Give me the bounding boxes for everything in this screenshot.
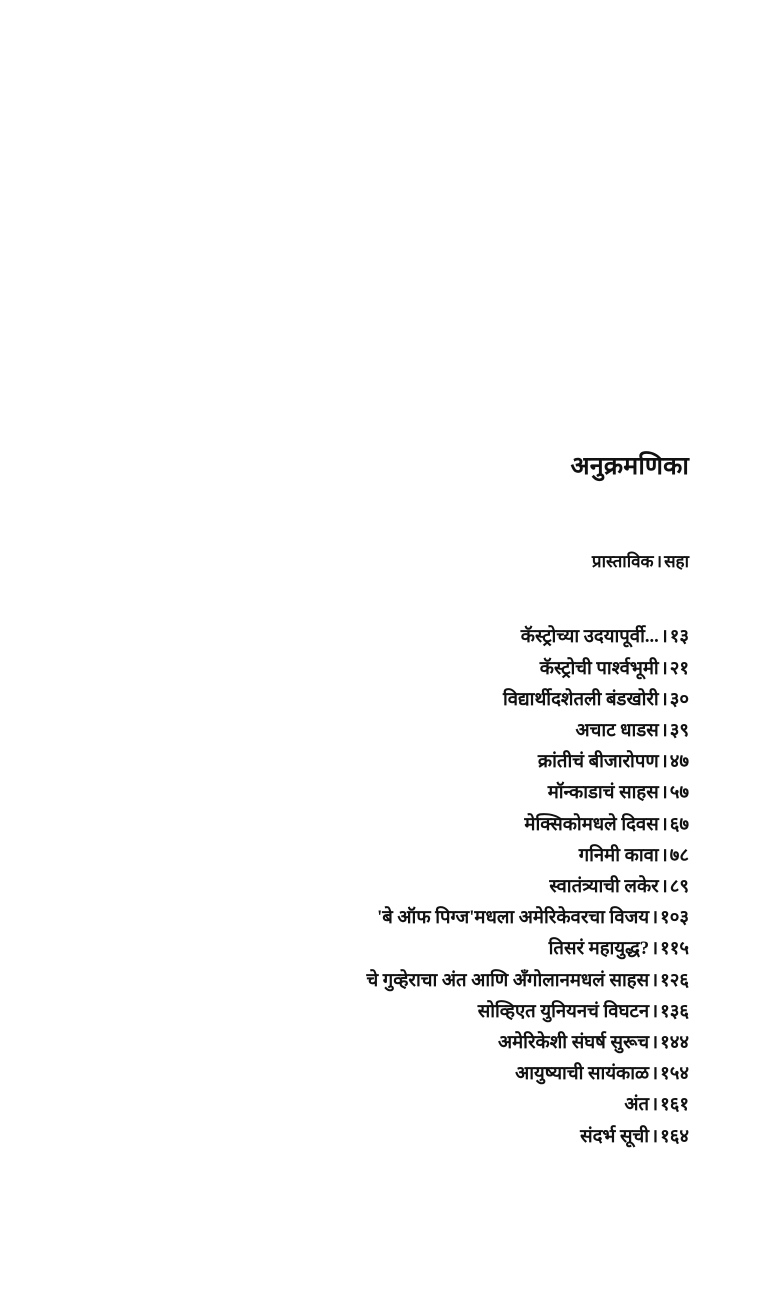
toc-entry-label: 'बे ऑफ पिग्ज'मधला अमेरिकेवरचा विजय xyxy=(377,908,650,929)
toc-entry-separator: । xyxy=(651,1033,659,1054)
toc-entry-separator: । xyxy=(651,1126,659,1147)
toc-entry-page-number: ७८ xyxy=(669,845,689,866)
toc-entry[interactable] xyxy=(0,1090,689,1121)
toc-entry-page-number: ३० xyxy=(669,689,689,710)
toc-entry-separator: । xyxy=(651,939,659,960)
toc-entry[interactable] xyxy=(0,903,689,934)
toc-entry-page-number: ६७ xyxy=(669,814,689,835)
toc-entry-label: विद्यार्थीदशेतली बंडखोरी xyxy=(502,689,659,710)
toc-entry-separator: । xyxy=(660,752,668,773)
toc-entry[interactable] xyxy=(0,1028,689,1059)
toc-entry[interactable] xyxy=(0,810,689,841)
toc-entry-page-number: ४७ xyxy=(669,752,689,773)
toc-entry-page-number: ८९ xyxy=(669,877,689,898)
toc-entry-separator: । xyxy=(660,721,668,741)
toc-entry[interactable] xyxy=(0,966,689,997)
toc-entry-page-number: ५७ xyxy=(669,783,689,804)
preface-label: प्रास्ताविक xyxy=(591,552,654,571)
toc-entry-label: आयुष्याची सायंकाळ xyxy=(515,1064,650,1085)
toc-entry-page-number: ३९ xyxy=(669,721,689,741)
toc-entry-label: क्रांतीचं बीजारोपण xyxy=(537,752,659,773)
toc-entry-label: तिसरं महायुद्ध? xyxy=(548,939,650,960)
toc-entry-separator: । xyxy=(651,908,659,929)
toc-entry[interactable] xyxy=(0,1059,689,1090)
toc-entry-page-number: १६१ xyxy=(660,1095,689,1116)
toc-entry-separator: । xyxy=(660,845,668,866)
toc-entry[interactable] xyxy=(0,685,689,716)
toc-entry-label: मॉन्काडाचं साहस xyxy=(547,783,659,804)
toc-entry-label: अचाट धाडस xyxy=(575,721,659,741)
toc-entry-page-number: ११५ xyxy=(660,939,689,960)
toc-entry-separator: । xyxy=(660,689,668,710)
preface-entry xyxy=(0,552,689,572)
preface-separator: । xyxy=(655,552,663,571)
toc-entry[interactable] xyxy=(0,622,689,653)
toc-entry-label: चे गुव्हेराचा अंत आणि अँगोलानमधलं साहस xyxy=(366,970,650,991)
toc-entry-separator: । xyxy=(660,783,668,804)
toc-entry-label: गनिमी कावा xyxy=(578,845,659,866)
toc-entry-separator: । xyxy=(660,877,668,898)
toc-entry-page-number: १५४ xyxy=(660,1064,689,1085)
toc-entry-label: स्वातंत्र्याची लकेर xyxy=(549,877,659,898)
toc-entry-separator: । xyxy=(660,658,668,679)
preface-page-number: सहा xyxy=(664,552,689,571)
toc-entry-label: सोव्हिएत युनियनचं विघटन xyxy=(477,1001,650,1022)
toc-entry-separator: । xyxy=(651,1001,659,1022)
toc-entry-page-number: १६४ xyxy=(660,1126,689,1147)
toc-entry-separator: । xyxy=(651,1064,659,1085)
toc-entry-separator: । xyxy=(651,970,659,991)
toc-entry-label: कॅस्ट्रोच्या उदयापूर्वी... xyxy=(520,627,659,648)
toc-entry[interactable] xyxy=(0,841,689,872)
table-of-contents xyxy=(0,452,689,1153)
toc-entry-label: मेक्सिकोमधले दिवस xyxy=(524,814,659,835)
toc-entry-label: अंत xyxy=(624,1095,650,1116)
toc-entry-page-number: १४४ xyxy=(660,1033,689,1054)
toc-entry[interactable] xyxy=(0,778,689,809)
toc-entry[interactable] xyxy=(0,654,689,685)
toc-entry[interactable] xyxy=(0,716,689,747)
toc-entry-label: कॅस्ट्रोची पार्श्वभूमी xyxy=(539,658,659,679)
toc-entry-label: संदर्भ सूची xyxy=(580,1126,650,1147)
toc-entry-separator: । xyxy=(651,1095,659,1116)
toc-entry-page-number: १०३ xyxy=(660,908,689,929)
toc-entry-page-number: १३ xyxy=(669,627,689,648)
toc-entry[interactable] xyxy=(0,934,689,965)
toc-entry-separator: । xyxy=(660,627,668,648)
toc-entry[interactable] xyxy=(0,1122,689,1153)
toc-entry[interactable] xyxy=(0,872,689,903)
toc-entry[interactable] xyxy=(0,997,689,1028)
page-title: अनुक्रमणिका xyxy=(570,453,689,480)
toc-entry-page-number: १३६ xyxy=(660,1001,689,1022)
toc-entry-page-number: १२६ xyxy=(660,970,689,991)
toc-entry-list xyxy=(0,622,689,1152)
toc-entry-separator: । xyxy=(660,814,668,835)
toc-entry-label: अमेरिकेशी संघर्ष सुरूच xyxy=(497,1033,650,1054)
toc-entry-page-number: २१ xyxy=(669,658,689,679)
toc-entry[interactable] xyxy=(0,747,689,778)
